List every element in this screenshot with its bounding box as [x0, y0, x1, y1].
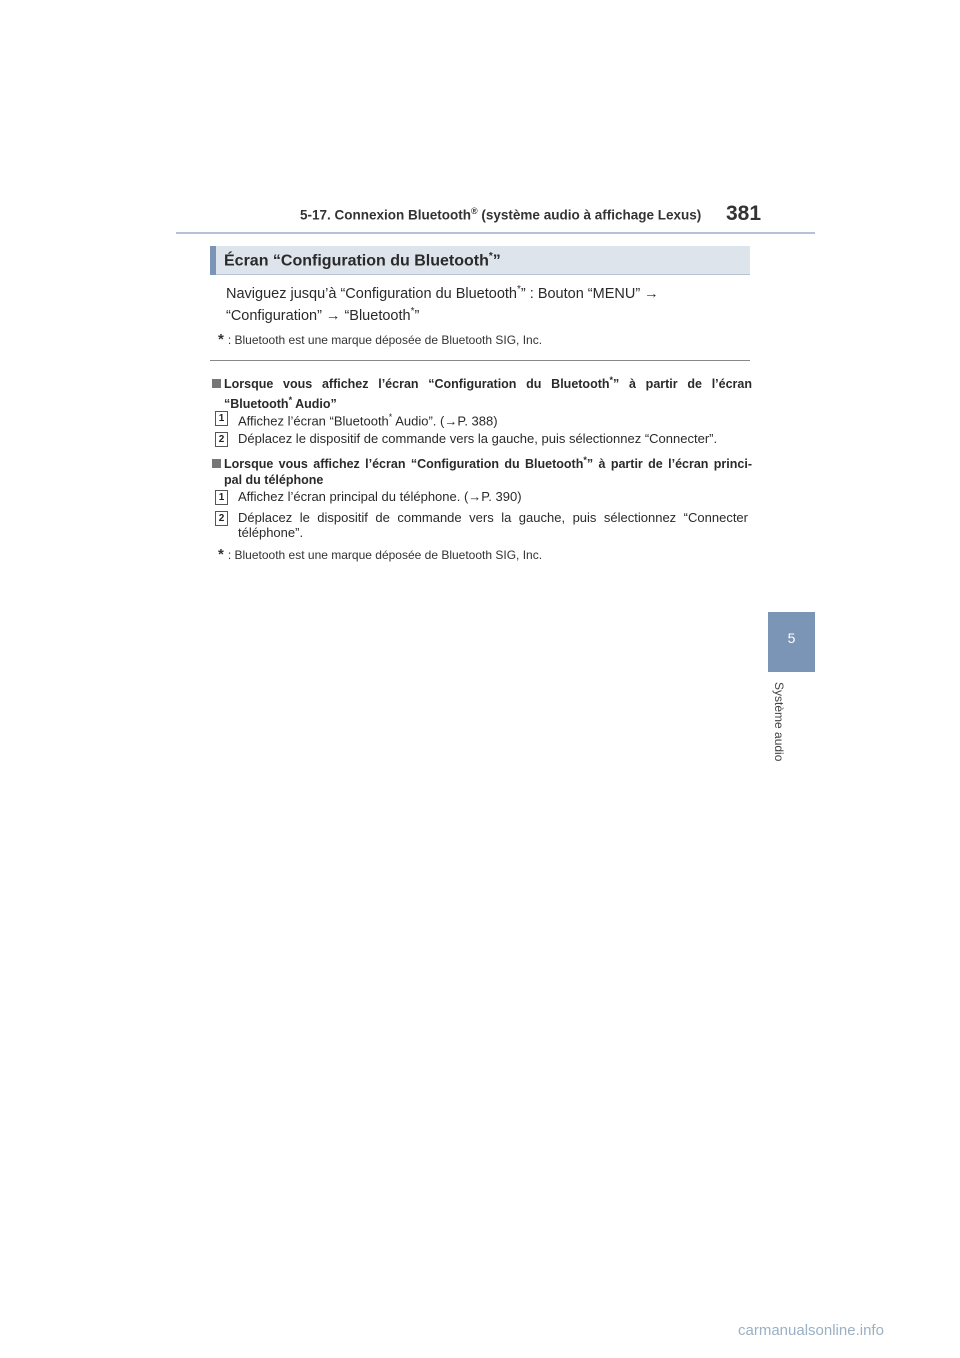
chapter-tab [768, 612, 815, 672]
section-divider [210, 360, 750, 361]
registered-mark: ® [471, 206, 478, 216]
asterisk: * [288, 395, 293, 406]
section-accent [210, 246, 216, 275]
header-rule [176, 232, 815, 234]
asterisk: * [410, 306, 415, 317]
case-heading-phone-main [212, 452, 752, 488]
step-text-line: Déplacez le dispositif de commande vers la gauche, puis sélectionnez “Connecter [238, 510, 748, 525]
asterisk: * [388, 412, 393, 422]
case-heading-line [212, 452, 752, 472]
step-text-part: Audio”. (→P. 388) [392, 413, 498, 429]
asterisk: * [517, 284, 521, 295]
case-heading-line [212, 372, 752, 392]
case-heading-bluetooth-audio [212, 372, 752, 412]
heading-text: ” à partir de l’écran princi- [586, 457, 752, 472]
square-bullet-icon [212, 379, 221, 388]
running-header [300, 206, 702, 223]
step-text: Affichez l’écran principal du téléphone. (→P. 390) [238, 489, 522, 504]
footnote [218, 331, 542, 348]
chapter-label: Système audio [772, 682, 786, 762]
step-number-badge: 1 [215, 411, 228, 426]
step-text [238, 410, 748, 428]
step-text-part: Affichez l’écran “Bluetooth [238, 413, 389, 429]
case-heading-line: pal du téléphone [224, 473, 324, 488]
heading-text: Lorsque vous affichez l’écran “Configuration du Bluetooth [224, 377, 610, 392]
header-title-text: 5-17. Connexion Bluetooth [300, 207, 472, 223]
heading-text: ” à partir de l’écran [613, 377, 752, 392]
asterisk: * [609, 375, 614, 385]
asterisk: * [583, 455, 587, 465]
navigation-path-line-1 [226, 284, 659, 302]
square-bullet-icon [212, 459, 221, 468]
heading-text: “Bluetooth [224, 397, 289, 412]
step-text: Déplacez le dispositif de commande vers la gauche, puis sélectionnez “Connecter”. [238, 431, 718, 446]
nav-text: ” [414, 307, 420, 324]
step-text-line: téléphone”. [238, 525, 304, 540]
section-heading-bar [210, 246, 750, 275]
chapter-number: 5 [787, 630, 796, 646]
asterisk: * [488, 251, 493, 262]
footnote-text: : Bluetooth est une marque déposée de Bluetooth SIG, Inc. [227, 333, 543, 347]
step-number-badge: 2 [215, 511, 228, 526]
heading-text: Lorsque vous affichez l’écran “Configuration du Bluetooth [224, 457, 584, 472]
section-title-text: Écran “Configuration du Bluetooth [224, 252, 489, 270]
navigation-path-line-2 [226, 306, 419, 324]
step-number-badge: 2 [215, 432, 228, 447]
step-number-badge: 1 [215, 490, 228, 505]
footnote-text: : Bluetooth est une marque déposée de Bluetooth SIG, Inc. [227, 548, 543, 562]
nav-text: Naviguez jusqu’à “Configuration du Bluetooth [226, 285, 517, 302]
nav-text: “Configuration” → “Bluetooth [226, 307, 411, 324]
nav-text: ” : Bouton “MENU” → [520, 285, 659, 302]
asterisk: * [218, 331, 224, 348]
footnote [218, 546, 542, 563]
page-number: 381 [726, 202, 762, 225]
section-title-close: ” [492, 252, 501, 270]
watermark: carmanualsonline.info [738, 1322, 884, 1339]
section-title [224, 251, 501, 270]
heading-text: Audio” [292, 397, 337, 412]
asterisk: * [218, 546, 224, 563]
header-title-suffix: (système audio à affichage Lexus) [477, 207, 702, 223]
step-text [238, 510, 748, 540]
